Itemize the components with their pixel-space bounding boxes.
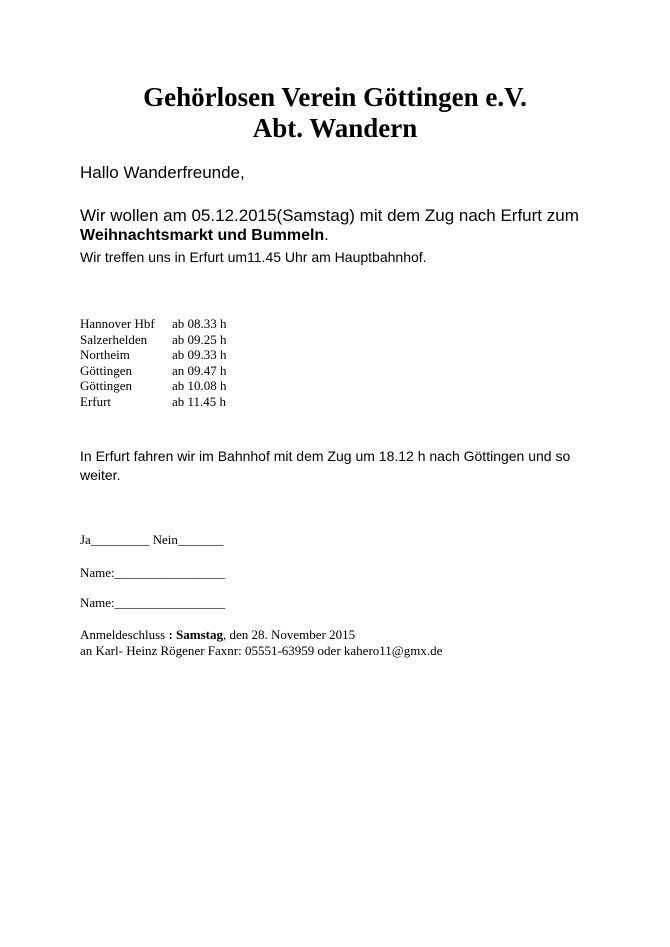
schedule-station: Hannover Hbf — [80, 316, 155, 331]
yes-no-field: Ja_________ Nein_______ — [80, 532, 224, 547]
train-schedule — [80, 316, 227, 410]
schedule-station: Erfurt — [80, 393, 112, 409]
page-subtitle: Abt. Wandern — [252, 113, 418, 143]
deadline-day: : Samstag — [168, 627, 223, 642]
schedule-row — [80, 363, 227, 379]
schedule-departure: an 09.47 h — [172, 362, 227, 378]
return-line-1: In Erfurt fahren wir im Bahnhof mit dem Zug um 18.12 h nach Göttingen und so — [80, 448, 571, 464]
schedule-departure: ab 09.25 h — [172, 331, 227, 347]
name-field-2: Name:_________________ — [80, 595, 226, 610]
schedule-row — [80, 332, 227, 348]
greeting-text: Hallo Wanderfreunde, — [80, 163, 245, 182]
registration-deadline — [80, 627, 355, 643]
schedule-departure: ab 10.08 h — [172, 378, 227, 394]
schedule-row — [80, 347, 227, 363]
schedule-row — [80, 316, 227, 332]
meeting-text: Wir treffen uns in Erfurt um11.45 Uhr am Hauptbahnhof. — [80, 249, 427, 265]
schedule-row — [80, 378, 227, 394]
intro-line-1: Wir wollen am 05.12.2015(Samstag) mit dem Zug nach Erfurt zum — [80, 206, 579, 225]
schedule-departure: ab 11.45 h — [172, 393, 227, 409]
return-line-2: weiter. — [80, 467, 121, 483]
schedule-station: Göttingen — [80, 362, 132, 378]
schedule-row — [80, 394, 227, 410]
deadline-prefix: Anmeldeschluss — [80, 627, 169, 642]
intro-bold-text: Weihnachtsmarkt und Bummeln — [80, 227, 325, 244]
intro-line-2 — [80, 226, 329, 246]
schedule-departure: ab 08.33 h — [172, 316, 227, 331]
schedule-departure: ab 09.33 h — [172, 347, 227, 363]
schedule-station: Göttingen — [80, 378, 132, 394]
schedule-station: Salzerhelden — [80, 331, 148, 347]
name-field-1: Name:_________________ — [80, 565, 226, 580]
page-title: Gehörlosen Verein Göttingen e.V. — [143, 82, 527, 112]
intro-end-text: . — [324, 227, 329, 244]
deadline-date: , den 28. November 2015 — [223, 627, 356, 642]
schedule-station: Northeim — [80, 347, 130, 363]
contact-info: an Karl- Heinz Rögener Faxnr: 05551-63959 oder kahero11@gmx.de — [80, 643, 443, 658]
